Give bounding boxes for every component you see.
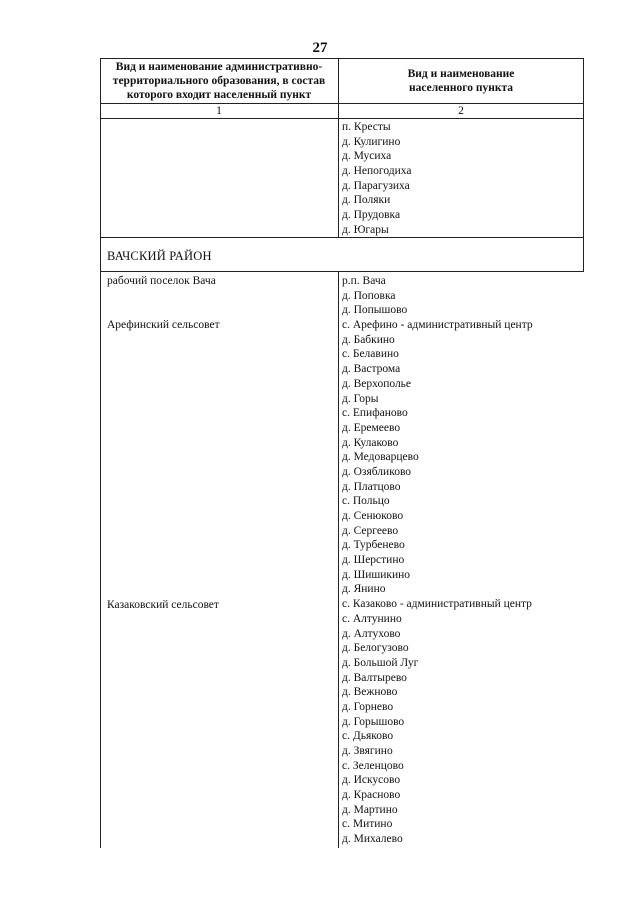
list-item: д. Сенюково <box>342 510 404 522</box>
list-item: д. Михалево <box>342 833 403 846</box>
column-2-header-line-1: Вид и наименование <box>407 68 515 80</box>
list-item: д. Вастрома <box>342 363 401 376</box>
list-item: с. Митино <box>342 818 393 831</box>
column-divider-lower <box>338 271 339 848</box>
list-item: д. Озябликово <box>342 465 412 478</box>
list-item: д. Горнево <box>342 700 394 713</box>
list-item: д. Парагузиха <box>342 179 410 192</box>
list-item: д. Мусиха <box>342 150 392 163</box>
list-item: д. Звягино <box>342 745 393 757</box>
column-1-header <box>100 60 338 102</box>
list-item: д. Горы <box>342 392 379 405</box>
page-number: 27 <box>312 40 328 56</box>
list-item: д. Бабкино <box>342 333 395 346</box>
list-item: д. Поляки <box>342 194 391 207</box>
list-item: д. Медоварцево <box>342 451 419 464</box>
list-item: с. Епифаново <box>342 407 408 420</box>
column-1-number: 1 <box>216 105 222 117</box>
top-settlement-list <box>342 120 411 238</box>
list-item: д. Вежново <box>342 686 398 699</box>
list-item: с. Польцо <box>342 495 390 508</box>
list-item: д. Кулигино <box>342 135 401 148</box>
list-item: д. Белогузово <box>342 642 409 655</box>
list-item: д. Валтырево <box>342 671 407 684</box>
list-item: д. Красново <box>342 789 401 802</box>
list-item: д. Попышово <box>342 304 408 317</box>
column-1-header-line-2: территориального образования, в состав <box>112 75 326 87</box>
district-bottom-border <box>100 271 584 272</box>
table-top-border <box>100 58 584 59</box>
table-right-border <box>583 58 584 272</box>
list-item: д. Югары <box>342 223 389 236</box>
list-item: д. Янино <box>342 583 386 596</box>
list-item: д. Платцово <box>342 480 401 493</box>
list-item: д. Горышово <box>342 715 405 728</box>
list-item: с. Зеленцово <box>342 759 404 772</box>
list-item: р.п. Вача <box>342 275 386 287</box>
list-item: с. Дьяково <box>342 730 394 743</box>
list-item: д. Шишикино <box>342 568 411 581</box>
district-heading: ВАЧСКИЙ РАЙОН <box>107 249 212 263</box>
colnum-bottom-border <box>100 118 584 119</box>
list-item: д. Поповка <box>342 289 396 302</box>
list-item: д. Турбенево <box>342 539 405 552</box>
unit-arefino: Арефинский сельсовет <box>107 319 220 331</box>
list-item: п. Кресты <box>342 121 391 133</box>
list-item: д. Прудовка <box>342 209 401 222</box>
list-item: с. Алтунино <box>342 612 402 625</box>
list-item: с. Белавино <box>342 348 399 361</box>
column-1-header-line-1: Вид и наименование административно- <box>115 61 323 73</box>
list-item: д. Шерстино <box>342 554 405 567</box>
column-1-header-line-3: которого входит населенный пункт <box>126 89 312 101</box>
column-2-header <box>339 67 583 95</box>
list-item: д. Искусово <box>342 774 401 787</box>
list-item: с. Арефино - административный центр <box>342 319 533 332</box>
list-item: д. Сергеево <box>342 524 399 537</box>
unit-vacha: рабочий поселок Вача <box>107 275 216 287</box>
list-item: д. Большой Луг <box>342 656 419 669</box>
column-2-number: 2 <box>458 105 464 117</box>
settlement-list <box>342 274 533 847</box>
list-item: д. Верхополье <box>342 377 412 390</box>
list-item: д. Мартино <box>342 803 398 816</box>
list-item: д. Непогодиха <box>342 165 412 178</box>
list-item: д. Кулаково <box>342 436 399 449</box>
column-2-header-line-2: населенного пункта <box>408 82 513 94</box>
list-item: д. Еремеево <box>342 421 401 434</box>
table-left-border <box>100 58 101 848</box>
unit-kazakovo: Казаковский сельсовет <box>107 599 219 611</box>
list-item: д. Алтухово <box>342 627 401 640</box>
list-item: с. Казаково - административный центр <box>342 598 532 611</box>
